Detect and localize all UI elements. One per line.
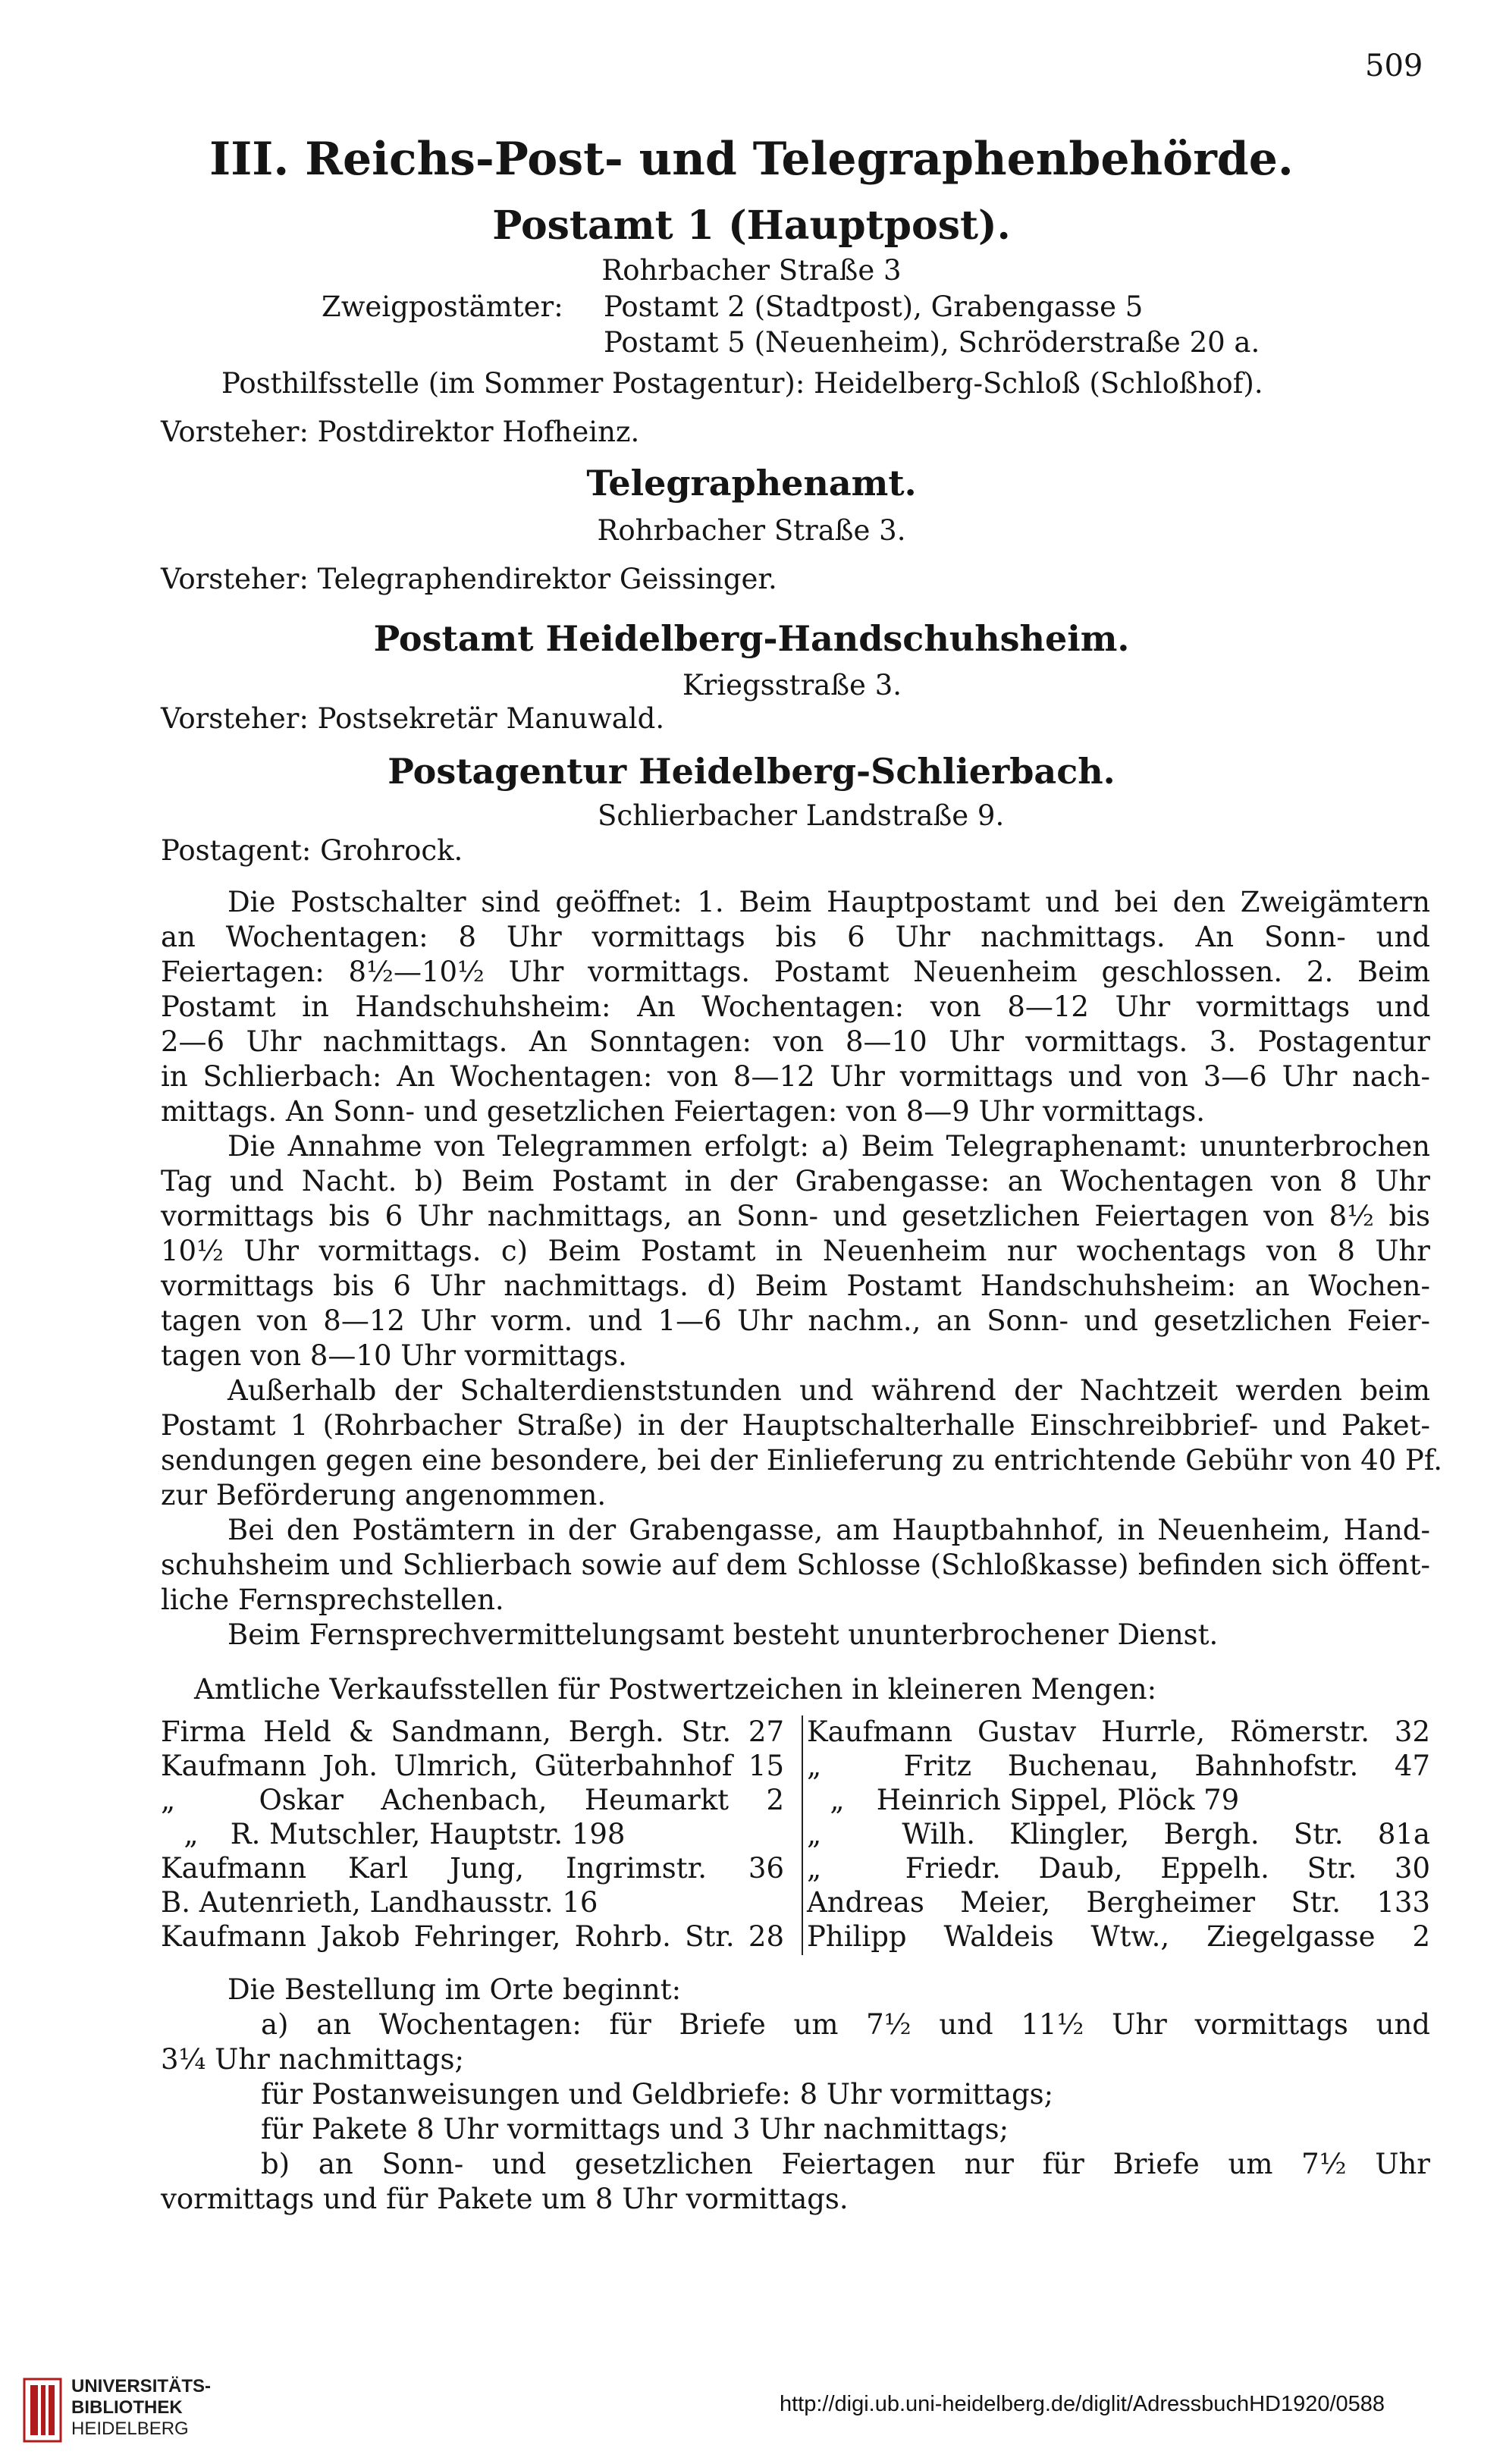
para3-line: Außerhalb der Schalterdienststunden und während der Nachtzeit werden beim (227, 1374, 1430, 1407)
zweigpostaemter-label: Zweigpostämter: (322, 290, 563, 323)
telegraphenamt-vorsteher: Vorsteher: Telegraphendirektor Geissinger. (161, 563, 777, 595)
para1-line: 2—6 Uhr nachmittags. An Sonntagen: von 8—10 Uhr vormittags. 3. Postagentur (161, 1025, 1430, 1058)
para4-line: Bei den Postämtern in der Grabengasse, am Hauptbahnhof, in Neuenheim, Hand- (227, 1514, 1430, 1546)
verkaufsstelle-text: Heinrich Sippel, Plöck 79 (876, 1784, 1240, 1816)
bestellung-line: b) an Sonn- und gesetzlichen Feiertagen nur für Briefe um 7½ Uhr (261, 2148, 1430, 2180)
column-divider (802, 1715, 803, 1955)
para2-line: vormittags bis 6 Uhr nachmittags, an Sonn- und gesetzlichen Feiertagen von 8½ bis (161, 1200, 1430, 1232)
verkaufsstelle-right (807, 1784, 1430, 1817)
ditto-mark: „ (161, 1784, 176, 1816)
verkaufsstelle-text: Philipp Waldeis Wtw., Ziegelgasse 2 (807, 1920, 1430, 1953)
page-number: 509 (1365, 49, 1423, 83)
telegraphenamt-address: Rohrbacher Straße 3. (597, 514, 906, 547)
logo-line: BIBLIOTHEK (71, 2397, 183, 2418)
para1-line: an Wochentagen: 8 Uhr vormittags bis 6 Uhr nachmittags. An Sonn- und (161, 921, 1430, 953)
verkaufsstelle-right (807, 1886, 1430, 1919)
library-logo (23, 2370, 212, 2453)
bestellung-line: für Postanweisungen und Geldbriefe: 8 Uhr vormittags; (261, 2078, 1054, 2111)
verkaufsstelle-text: Firma Held & Sandmann, Bergh. Str. 27 (161, 1715, 784, 1748)
para3-line: sendungen gegen eine besondere, bei der Einlieferung zu entrichtende Gebühr von 40 Pf. (161, 1444, 1442, 1477)
handschuhsheim-address: Kriegsstraße 3. (682, 669, 902, 702)
hauptpost-vorsteher: Vorsteher: Postdirektor Hofheinz. (161, 416, 640, 448)
ditto-mark: „ (184, 1818, 199, 1850)
para4-line: schuhsheim und Schlierbach sowie auf dem Schlosse (Schloßkasse) befinden sich öffent- (161, 1549, 1430, 1581)
para5-line: Beim Fernsprechvermittelungsamt besteht ununterbrochener Dienst. (227, 1618, 1219, 1651)
schlierbach-address: Schlierbacher Landstraße 9. (598, 799, 1005, 832)
verkaufsstelle-left (161, 1715, 784, 1749)
para1-line: Feiertagen: 8½—10½ Uhr vormittags. Postamt Neuenheim geschlossen. 2. Beim (161, 956, 1430, 988)
verkaufsstelle-left (161, 1784, 784, 1817)
para2-line: Tag und Nacht. b) Beim Postamt in der Grabengasse: an Wochentagen von 8 Uhr (161, 1165, 1430, 1197)
hauptpost-heading: Postamt 1 (Hauptpost). (492, 202, 1011, 249)
logo-line: UNIVERSITÄTS- (71, 2376, 212, 2397)
para1-line: in Schlierbach: An Wochentagen: von 8—12 Uhr vormittags und von 3—6 Uhr nach- (161, 1060, 1430, 1093)
ditto-mark: „ (807, 1818, 822, 1850)
verkaufsstellen-heading: Amtliche Verkaufsstellen für Postwertzeichen in kleineren Mengen: (194, 1673, 1157, 1706)
verkaufsstelle-text: Wilh. Klingler, Bergh. Str. 81a (902, 1818, 1430, 1850)
verkaufsstelle-text: Oskar Achenbach, Heumarkt 2 (259, 1784, 784, 1816)
para1-line: Postamt in Handschuhsheim: An Wochentagen: von 8—12 Uhr vormittags und (161, 990, 1430, 1023)
verkaufsstelle-right (807, 1852, 1430, 1885)
verkaufsstelle-text: Kaufmann Gustav Hurrle, Römerstr. 32 (807, 1715, 1430, 1748)
para2-line: vormittags bis 6 Uhr nachmittags. d) Beim Postamt Handschuhsheim: an Wochen- (161, 1270, 1430, 1302)
schlierbach-agent: Postagent: Grohrock. (161, 834, 463, 867)
bestellung-line: für Pakete 8 Uhr vormittags und 3 Uhr nachmittags; (261, 2113, 1009, 2145)
zweigpostamt-1: Postamt 2 (Stadtpost), Grabengasse 5 (604, 290, 1144, 323)
verkaufsstelle-left (161, 1852, 784, 1885)
verkaufsstelle-text: Kaufmann Joh. Ulmrich, Güterbahnhof 15 (161, 1750, 784, 1782)
verkaufsstelle-text: B. Autenrieth, Landhausstr. 16 (161, 1886, 598, 1919)
schlierbach-heading: Postagentur Heidelberg-Schlierbach. (388, 751, 1115, 792)
verkaufsstelle-right (807, 1715, 1430, 1749)
hauptpost-address: Rohrbacher Straße 3 (601, 254, 902, 287)
verkaufsstelle-text: Andreas Meier, Bergheimer Str. 133 (807, 1886, 1430, 1919)
verkaufsstelle-text: Kaufmann Karl Jung, Ingrimstr. 36 (161, 1852, 784, 1885)
para2-line: tagen von 8—10 Uhr vormittags. (161, 1339, 627, 1372)
handschuhsheim-heading: Postamt Heidelberg-Handschuhsheim. (373, 618, 1130, 659)
handschuhsheim-vorsteher: Vorsteher: Postsekretär Manuwald. (161, 702, 665, 735)
para4-line: liche Fernsprechstellen. (161, 1584, 504, 1616)
verkaufsstelle-text: R. Mutschler, Hauptstr. 198 (230, 1818, 626, 1850)
verkaufsstelle-left (161, 1818, 784, 1851)
ditto-mark: „ (830, 1784, 845, 1816)
bestellung-line: vormittags und für Pakete um 8 Uhr vormittags. (161, 2183, 849, 2215)
para3-line: Postamt 1 (Rohrbacher Straße) in der Hauptschalterhalle Einschreibbrief- und Paket- (161, 1409, 1430, 1442)
zweigpostamt-2: Postamt 5 (Neuenheim), Schröderstraße 20 a. (604, 326, 1260, 359)
verkaufsstelle-text: Fritz Buchenau, Bahnhofstr. 47 (903, 1750, 1430, 1782)
verkaufsstelle-left (161, 1750, 784, 1783)
verkaufsstelle-right (807, 1750, 1430, 1783)
telegraphenamt-heading: Telegraphenamt. (586, 463, 917, 504)
verkaufsstelle-right (807, 1920, 1430, 1954)
source-url-link[interactable]: http://digi.ub.uni-heidelberg.de/diglit/AdressbuchHD1920/0588 (780, 2392, 1385, 2416)
bestellung-heading: Die Bestellung im Orte beginnt: (227, 1973, 682, 2006)
para1-line: Die Postschalter sind geöffnet: 1. Beim Hauptpostamt und bei den Zweigämtern (227, 886, 1430, 918)
ditto-mark: „ (807, 1852, 822, 1885)
bestellung-line: a) an Wochentagen: für Briefe um 7½ und 11½ Uhr vormittags und (261, 2008, 1430, 2041)
logo-line: HEIDELBERG (71, 2418, 189, 2439)
para2-line: tagen von 8—12 Uhr vorm. und 1—6 Uhr nachm., an Sonn- und gesetzlichen Feier- (161, 1304, 1430, 1337)
library-emblem-icon (23, 2378, 62, 2443)
para3-line: zur Beförderung angenommen. (161, 1479, 607, 1511)
verkaufsstelle-text: Kaufmann Jakob Fehringer, Rohrb. Str. 28 (161, 1920, 784, 1953)
para1-line: mittags. An Sonn- und gesetzlichen Feiertagen: von 8—9 Uhr vormittags. (161, 1095, 1206, 1128)
verkaufsstelle-right (807, 1818, 1430, 1851)
para2-line: Die Annahme von Telegrammen erfolgt: a) Beim Telegraphenamt: ununterbrochen (227, 1130, 1430, 1163)
verkaufsstelle-left (161, 1920, 784, 1954)
verkaufsstelle-text: Friedr. Daub, Eppelh. Str. 30 (905, 1852, 1430, 1885)
para2-line: 10½ Uhr vormittags. c) Beim Postamt in Neuenheim nur wochentags von 8 Uhr (161, 1235, 1430, 1267)
posthilfsstelle: Posthilfsstelle (im Sommer Postagentur): Heidelberg-Schloß (Schloßhof). (221, 367, 1263, 400)
page-title: III. Reichs-Post- und Telegraphenbehörde. (209, 133, 1294, 186)
bestellung-line: 3¼ Uhr nachmittags; (161, 2043, 464, 2076)
ditto-mark: „ (807, 1750, 822, 1782)
verkaufsstelle-left (161, 1886, 598, 1919)
